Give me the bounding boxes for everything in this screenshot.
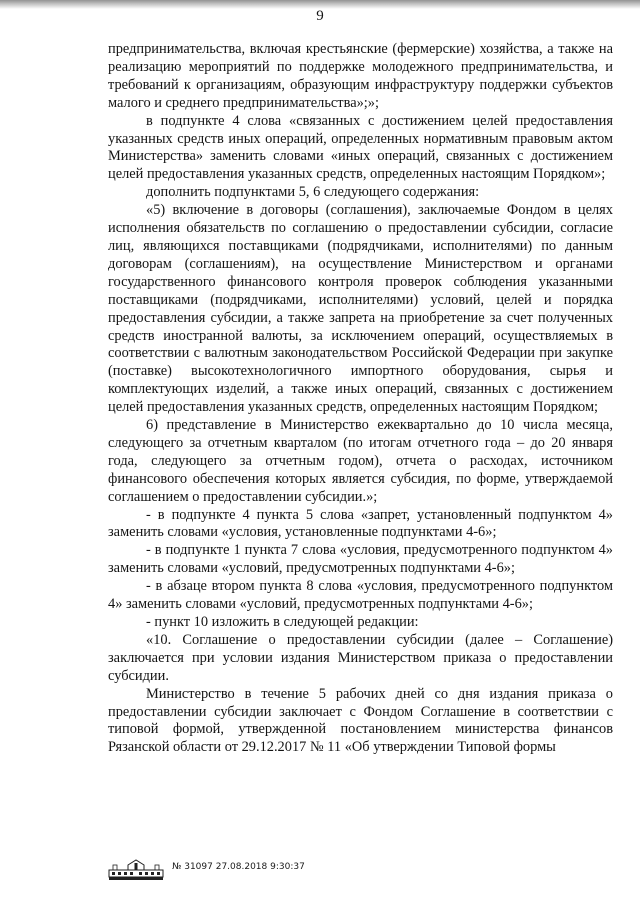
paragraph: «5) включение в договоры (соглашения), заключаемые Фондом в целях исполнения обязательств по соглашению о предоставлении субсидии, согласие лиц, являющихся поставщиками (подрядчиками, исполнителями) по данным договорам (соглашениям), на осуществление Министерством и органами государственного финансового контроля проверок соблюдения указанными поставщиками (подрядчиками, исполнителями) условий, целей и порядка предоставления субсидии, а также запрета на приобретение за счет полученных средств иностранной валюты, за исключением операций, осуществляемых в соответствии с валютным законодательством Российской Федерации при закупке (поставке) высокотехнологичного импортного оборудования, сырья и комплектующих изделий, а также иных операций, связанных с достижением целей предоставления указанных средств, определенных настоящим Порядком;: [108, 202, 613, 416]
paragraph: - в подпункте 4 пункта 5 слова «запрет, установленный подпунктом 4» заменить словами «условия, установленные подпунктами 4-6»;: [108, 506, 613, 541]
document-body: [108, 41, 613, 757]
paragraph: в подпункте 4 слова «связанных с достижением целей предоставления указанных средств иных операций, определенных нормативным правовым актом Министерства» заменить словами «иных операций, связанных с достижением целей предоставления указанных средств, определенных настоящим Порядком»;: [108, 112, 613, 183]
paragraph: - в подпункте 1 пункта 7 слова «условия, предусмотренного подпунктом 4» заменить словами «условий, предусмотренных подпунктами 4-6»;: [108, 542, 613, 577]
registration-stamp: № 31097 27.08.2018 9:30:37: [172, 862, 305, 872]
paragraph: 6) представление в Министерство ежеквартально до 10 числа месяца, следующего за отчетным кварталом (по итогам отчетного года – до 20 января года, следующего за отчетным годом), отчета о расходах, источником финансового обеспечения которых является субсидия, по форме, утверждаемой соглашением о предоставлении субсидии.»;: [108, 417, 613, 505]
paragraph: дополнить подпунктами 5, 6 следующего содержания:: [146, 184, 480, 201]
paragraph: предпринимательства, включая крестьянские (фермерские) хозяйства, а также на реализацию мероприятий по поддержке молодежного предпринимательства, и требований к организациям, образующим инфраструктуру поддержки субъектов малого и среднего предпринимательства»;»;: [108, 41, 613, 111]
registry-logo-icon: [108, 858, 164, 881]
page-number: 9: [316, 8, 324, 24]
paragraph: Министерство в течение 5 рабочих дней со дня издания приказа о предоставлении субсидии заключает с Фондом Соглашение в соответствии с типовой формой, утвержденной постановлением министерства финансов Рязанской области от 29.12.2017 № 11 «Об утверждении Типовой формы: [108, 685, 613, 756]
paragraph: - пункт 10 изложить в следующей редакции:: [146, 614, 419, 630]
paragraph: «10. Соглашение о предоставлении субсидии (далее – Соглашение) заключается при условии издания Министерством приказа о предоставлении субсидии.: [108, 631, 613, 684]
paragraph: - в абзаце втором пункта 8 слова «условия, предусмотренного подпунктом 4» заменить словами «условий, предусмотренных подпунктами 4-6»;: [108, 578, 613, 613]
